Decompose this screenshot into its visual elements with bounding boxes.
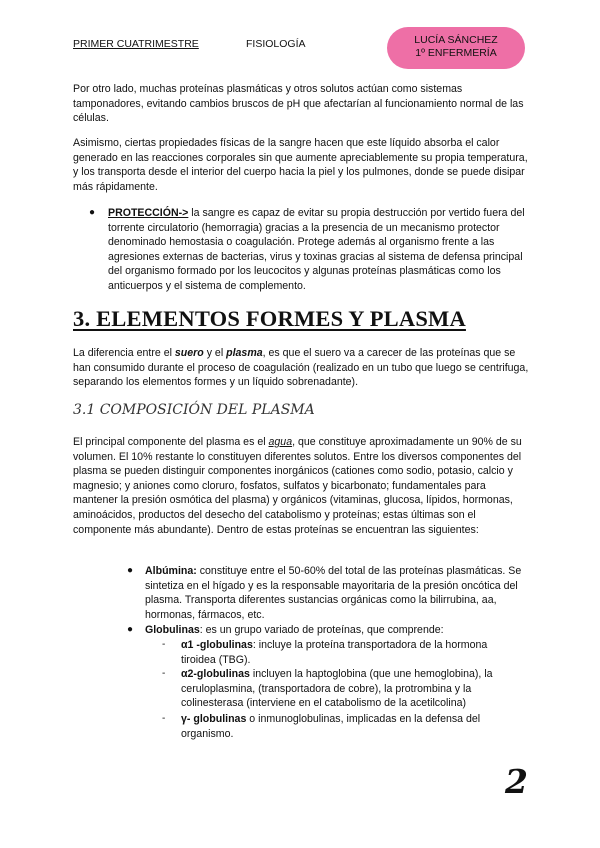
s3-text-b: y el (203, 347, 227, 359)
s31-text-a: El principal componente del plasma es el (73, 436, 269, 448)
gamma-text: o inmunoglobulinas, implicadas en la defensa del organismo. (181, 713, 481, 740)
bullet-icon: ● (127, 624, 134, 635)
term-suero: suero (174, 347, 204, 359)
gamma-term: γ- globulinas (181, 713, 247, 725)
dash-icon: - (162, 713, 166, 724)
proteccion-text: la sangre es capaz de evitar su propia destrucción por vertido fuera del torrente circulatorio (hemorragia) gracias a la presencia de un mecanismo protector denominado hemostasia o coagulación. Protege además al organismo frente a las agresiones externas de bacterias, virus y toxinas gracias al sistema de defensa principal del organismo formado por los leucocitos y algunas proteínas plasmáticas como los anticuerpos y el sistema de complemento. (108, 207, 525, 292)
alfa2-item (181, 667, 531, 711)
s3-text-c: , es que el suero va a carecer de las proteínas que se han consumido durante el proceso de coagulación (realizado en un tubo que luego se centrifuga, separando los elementos formes y un líquido sobrenadante). (73, 347, 529, 389)
gamma-item (181, 712, 481, 741)
dash-icon: - (162, 639, 166, 650)
bullet-icon: ● (89, 207, 96, 218)
alfa2-term: α2-globulinas (181, 668, 250, 680)
alfa1-text: : incluye la proteína transportadora de la hormona tiroidea (TBG). (181, 639, 488, 666)
s31-text-b: , que constituye aproximadamente un 90% de su volumen. El 10% restante lo constituyen diferentes solutos. Entre los diversos componentes del plasma se pueden distinguir componentes inorgánicos (cationes como sodio, potasio, calcio y magnesio; y aniones como cloruro, fosfatos, sulfatos y bicarbonato; fundamentales para mantener la presión osmótica del plasma) y orgánicos (vitaminas, glucosa, lípidos, hormonas, aminoácidos, productos del desecho del catabolismo y proteínas; estas últimas son el componente más abundante). Dentro de estas proteínas se encuentran las siguientes: (73, 436, 522, 536)
author-name: LUCÍA SÁNCHEZ (414, 34, 498, 46)
intro-paragraph-2: Asimismo, ciertas propiedades físicas de la sangre hacen que este líquido absorba el calor generado en las reacciones corporales sin que aumente apreciablemente su propia temperatura, y los transporta desde el interior del cuerpo hacia la piel y los pulmones, donde se puede disipar más rápidamente. (73, 137, 528, 193)
globulinas-term: Globulinas (145, 624, 200, 636)
s3-text-a: La diferencia entre el (73, 347, 175, 359)
proteccion-title: PROTECCIÓN-> (108, 207, 189, 219)
albumina-item (145, 564, 531, 622)
term-plasma: plasma (226, 347, 263, 359)
page-number: 2 (505, 762, 528, 801)
alfa1-item (181, 638, 516, 667)
header-course: PRIMER CUATRIMESTRE (73, 38, 199, 50)
author-course: 1º ENFERMERÍA (415, 47, 497, 59)
albumina-text: constituye entre el 50-60% del total de las proteínas plasmáticas. Se sintetiza en el hígado y es la responsable mayoritaria de la presión oncótica del plasma. Transporta diferentes sustancias orgánicas como la bilirrubina, aa, hormonas, fármacos, etc. (145, 565, 522, 621)
section-3-paragraph (73, 346, 531, 390)
intro-paragraph-1: Por otro lado, muchas proteínas plasmáticas y otros solutos actúan como sistemas tamponadores, evitando cambios bruscos de pH que afectarían al funcionamiento normal de las células. (73, 83, 524, 125)
albumina-term: Albúmina: (145, 565, 197, 577)
alfa2-text: incluyen la haptoglobina (que une hemoglobina), la ceruloplasmina, (transportadora de cobre), la protrombina y la colinesterasa (interviene en el catabolismo de la acetilcolina) (181, 668, 493, 710)
bullet-icon: ● (127, 565, 134, 576)
section-3-heading: 3. ELEMENTOS FORMES Y PLASMA (73, 306, 466, 331)
section-3-1-paragraph (73, 435, 531, 537)
section-3-1-heading: 3.1 COMPOSICIÓN DEL PLASMA (73, 402, 315, 418)
header-subject: FISIOLOGÍA (246, 38, 306, 50)
proteccion-paragraph (108, 206, 531, 294)
dash-icon: - (162, 668, 166, 679)
term-agua: agua (268, 436, 293, 448)
author-badge (387, 27, 525, 69)
alfa1-term: α1 -globulinas (181, 639, 253, 651)
globulinas-text: : es un grupo variado de proteínas, que comprende: (199, 624, 444, 636)
globulinas-item (145, 623, 531, 638)
